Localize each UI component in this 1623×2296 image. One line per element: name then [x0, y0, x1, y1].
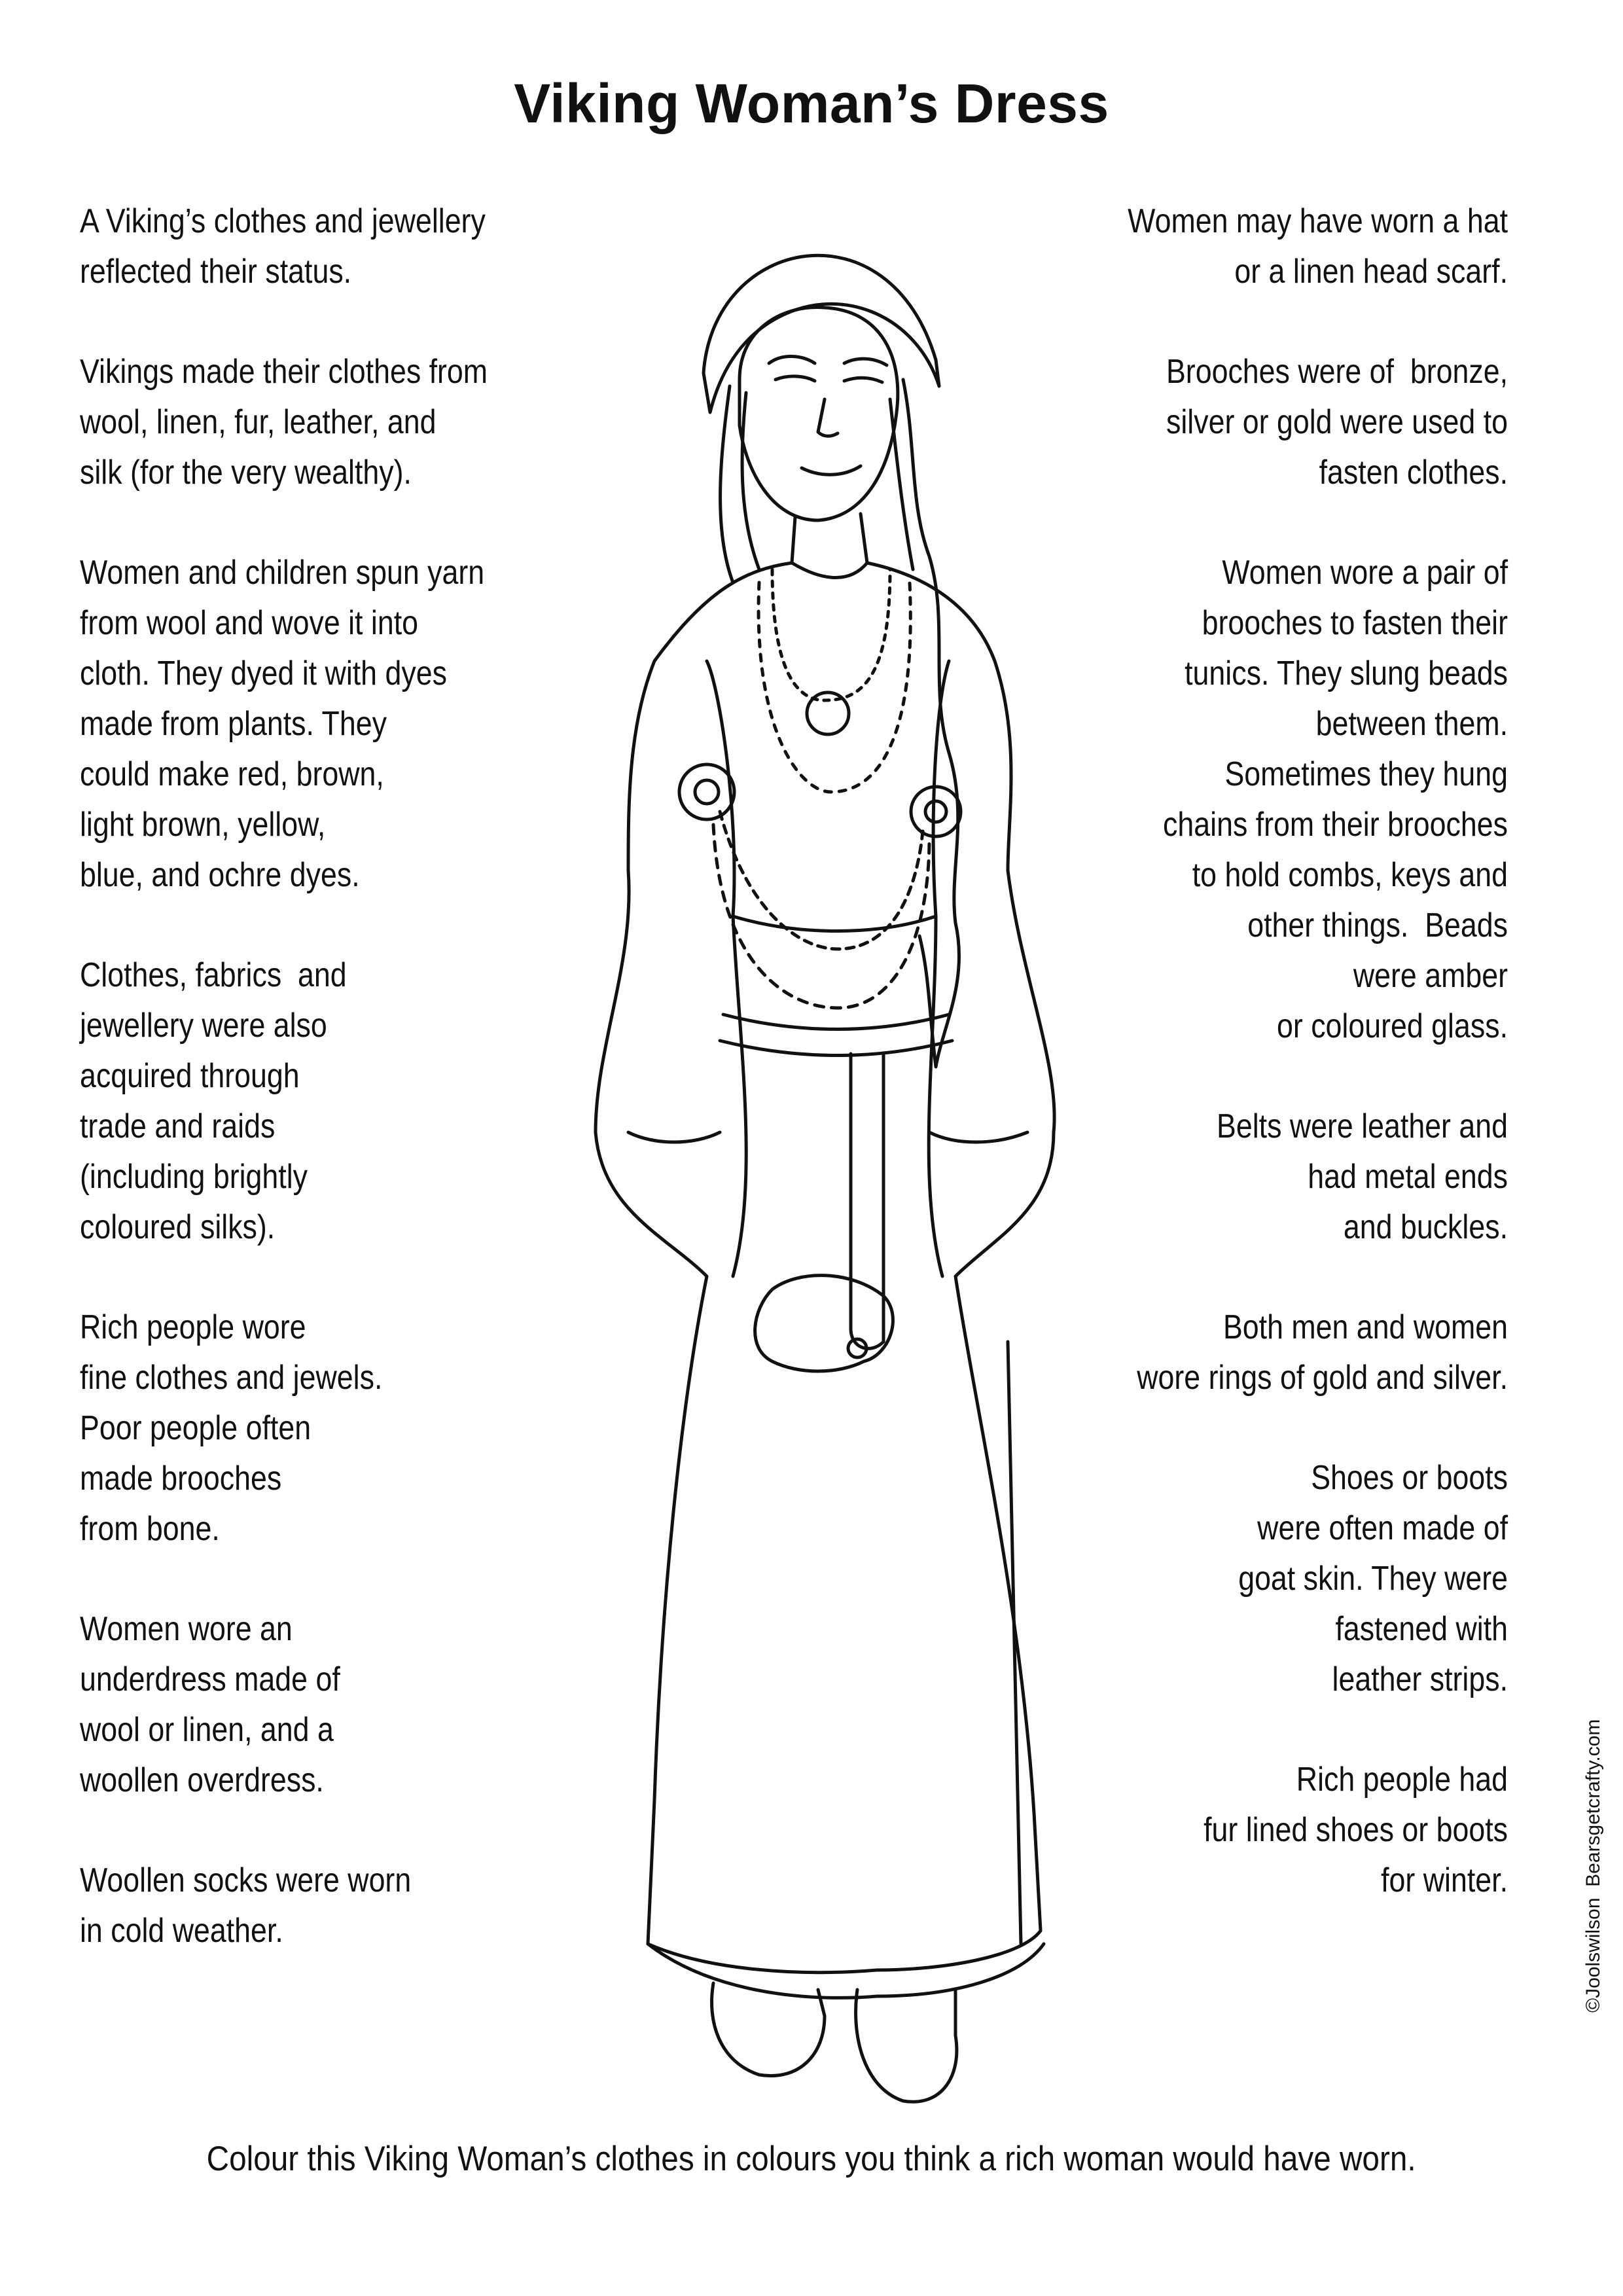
- text-line: Both men and women: [1222, 1308, 1508, 1346]
- text-line: for winter.: [1381, 1861, 1508, 1899]
- belt: [720, 1014, 952, 1056]
- shoe-right: [856, 1990, 957, 2102]
- text-line: from bone.: [80, 1510, 220, 1548]
- text-line: light brown, yellow,: [80, 806, 326, 844]
- text-line: fur lined shoes or boots: [1204, 1811, 1508, 1849]
- text-line: Clothes, fabrics and: [80, 956, 347, 994]
- text-line: Rich people wore: [80, 1308, 306, 1346]
- text-line: woollen overdress.: [80, 1761, 324, 1799]
- text-line: Shoes or boots: [1311, 1459, 1508, 1497]
- text-line: acquired through: [80, 1057, 300, 1095]
- braid-right: [890, 380, 959, 1067]
- text-line: silver or gold were used to: [1166, 403, 1508, 441]
- text-line: Vikings made their clothes from: [80, 353, 488, 391]
- apron-front: [707, 661, 949, 1276]
- brooch-left: [679, 764, 734, 819]
- face: [740, 308, 898, 520]
- footer-text: Colour this Viking Woman’s clothes in colours you think a rich woman would have worn.: [207, 2140, 1416, 2178]
- text-line: and buckles.: [1343, 1208, 1508, 1246]
- text-line: goat skin. They were: [1238, 1560, 1508, 1598]
- instruction-footer: [0, 2139, 1623, 2179]
- text-line: between them.: [1315, 705, 1508, 743]
- dress-outline: [596, 563, 1054, 1973]
- text-line: Sometimes they hung: [1224, 755, 1508, 793]
- text-line: reflected their status.: [80, 253, 352, 291]
- text-line: tunics. They slung beads: [1185, 655, 1508, 692]
- text-line: wore rings of gold and silver.: [1137, 1359, 1508, 1397]
- text-line: Poor people often: [80, 1409, 312, 1447]
- credit-text: ©Joolswilson Bearsgetcrafty.com: [1582, 1719, 1604, 2013]
- text-line: fasten clothes.: [1319, 454, 1508, 492]
- text-line: chains from their brooches: [1163, 806, 1508, 844]
- text-line: fastened with: [1335, 1610, 1508, 1648]
- text-line: Belts were leather and: [1217, 1107, 1508, 1145]
- text-line: brooches to fasten their: [1202, 604, 1508, 642]
- text-line: wool or linen, and a: [80, 1711, 334, 1749]
- text-line: made brooches: [80, 1460, 282, 1498]
- text-line: had metal ends: [1308, 1158, 1508, 1196]
- text-line: cloth. They dyed it with dyes: [80, 655, 447, 692]
- text-line: Woollen socks were worn: [80, 1861, 412, 1899]
- text-line: or coloured glass.: [1277, 1007, 1508, 1045]
- text-line: Women wore an: [80, 1610, 293, 1648]
- brooch-right: [911, 787, 961, 836]
- text-line: Brooches were of bronze,: [1166, 353, 1508, 391]
- hands: [755, 1276, 893, 1371]
- text-line: coloured silks).: [80, 1208, 276, 1246]
- page-title: Viking Woman’s Dress: [514, 73, 1109, 134]
- text-line: (including brightly: [80, 1158, 308, 1196]
- text-line: underdress made of: [80, 1660, 340, 1698]
- belt-end: [851, 1054, 883, 1348]
- text-line: to hold combs, keys and: [1192, 856, 1508, 894]
- text-line: trade and raids: [80, 1107, 276, 1145]
- text-line: were amber: [1353, 957, 1508, 995]
- necklace-1: [772, 569, 890, 700]
- text-line: Women and children spun yarn: [80, 554, 485, 592]
- text-line: from wool and wove it into: [80, 604, 419, 642]
- viking-woman-illustration: [432, 164, 1185, 2127]
- text-line: or a linen head scarf.: [1234, 253, 1508, 291]
- text-line: could make red, brown,: [80, 755, 384, 793]
- text-line: Women wore a pair of: [1222, 554, 1508, 592]
- text-line: leather strips.: [1332, 1660, 1508, 1698]
- text-line: fine clothes and jewels.: [80, 1359, 383, 1397]
- text-line: wool, linen, fur, leather, and: [80, 403, 437, 441]
- text-line: made from plants. They: [80, 705, 387, 743]
- text-line: were often made of: [1257, 1509, 1508, 1547]
- text-line: in cold weather.: [80, 1912, 283, 1950]
- text-line: other things. Beads: [1247, 906, 1508, 944]
- text-line: blue, and ochre dyes.: [80, 856, 360, 894]
- text-line: Women may have worn a hat: [1128, 202, 1508, 240]
- text-line: jewellery were also: [80, 1007, 327, 1045]
- text-line: A Viking’s clothes and jewellery: [80, 202, 486, 240]
- text-line: Rich people had: [1296, 1761, 1508, 1799]
- text-line: silk (for the very wealthy).: [80, 454, 412, 492]
